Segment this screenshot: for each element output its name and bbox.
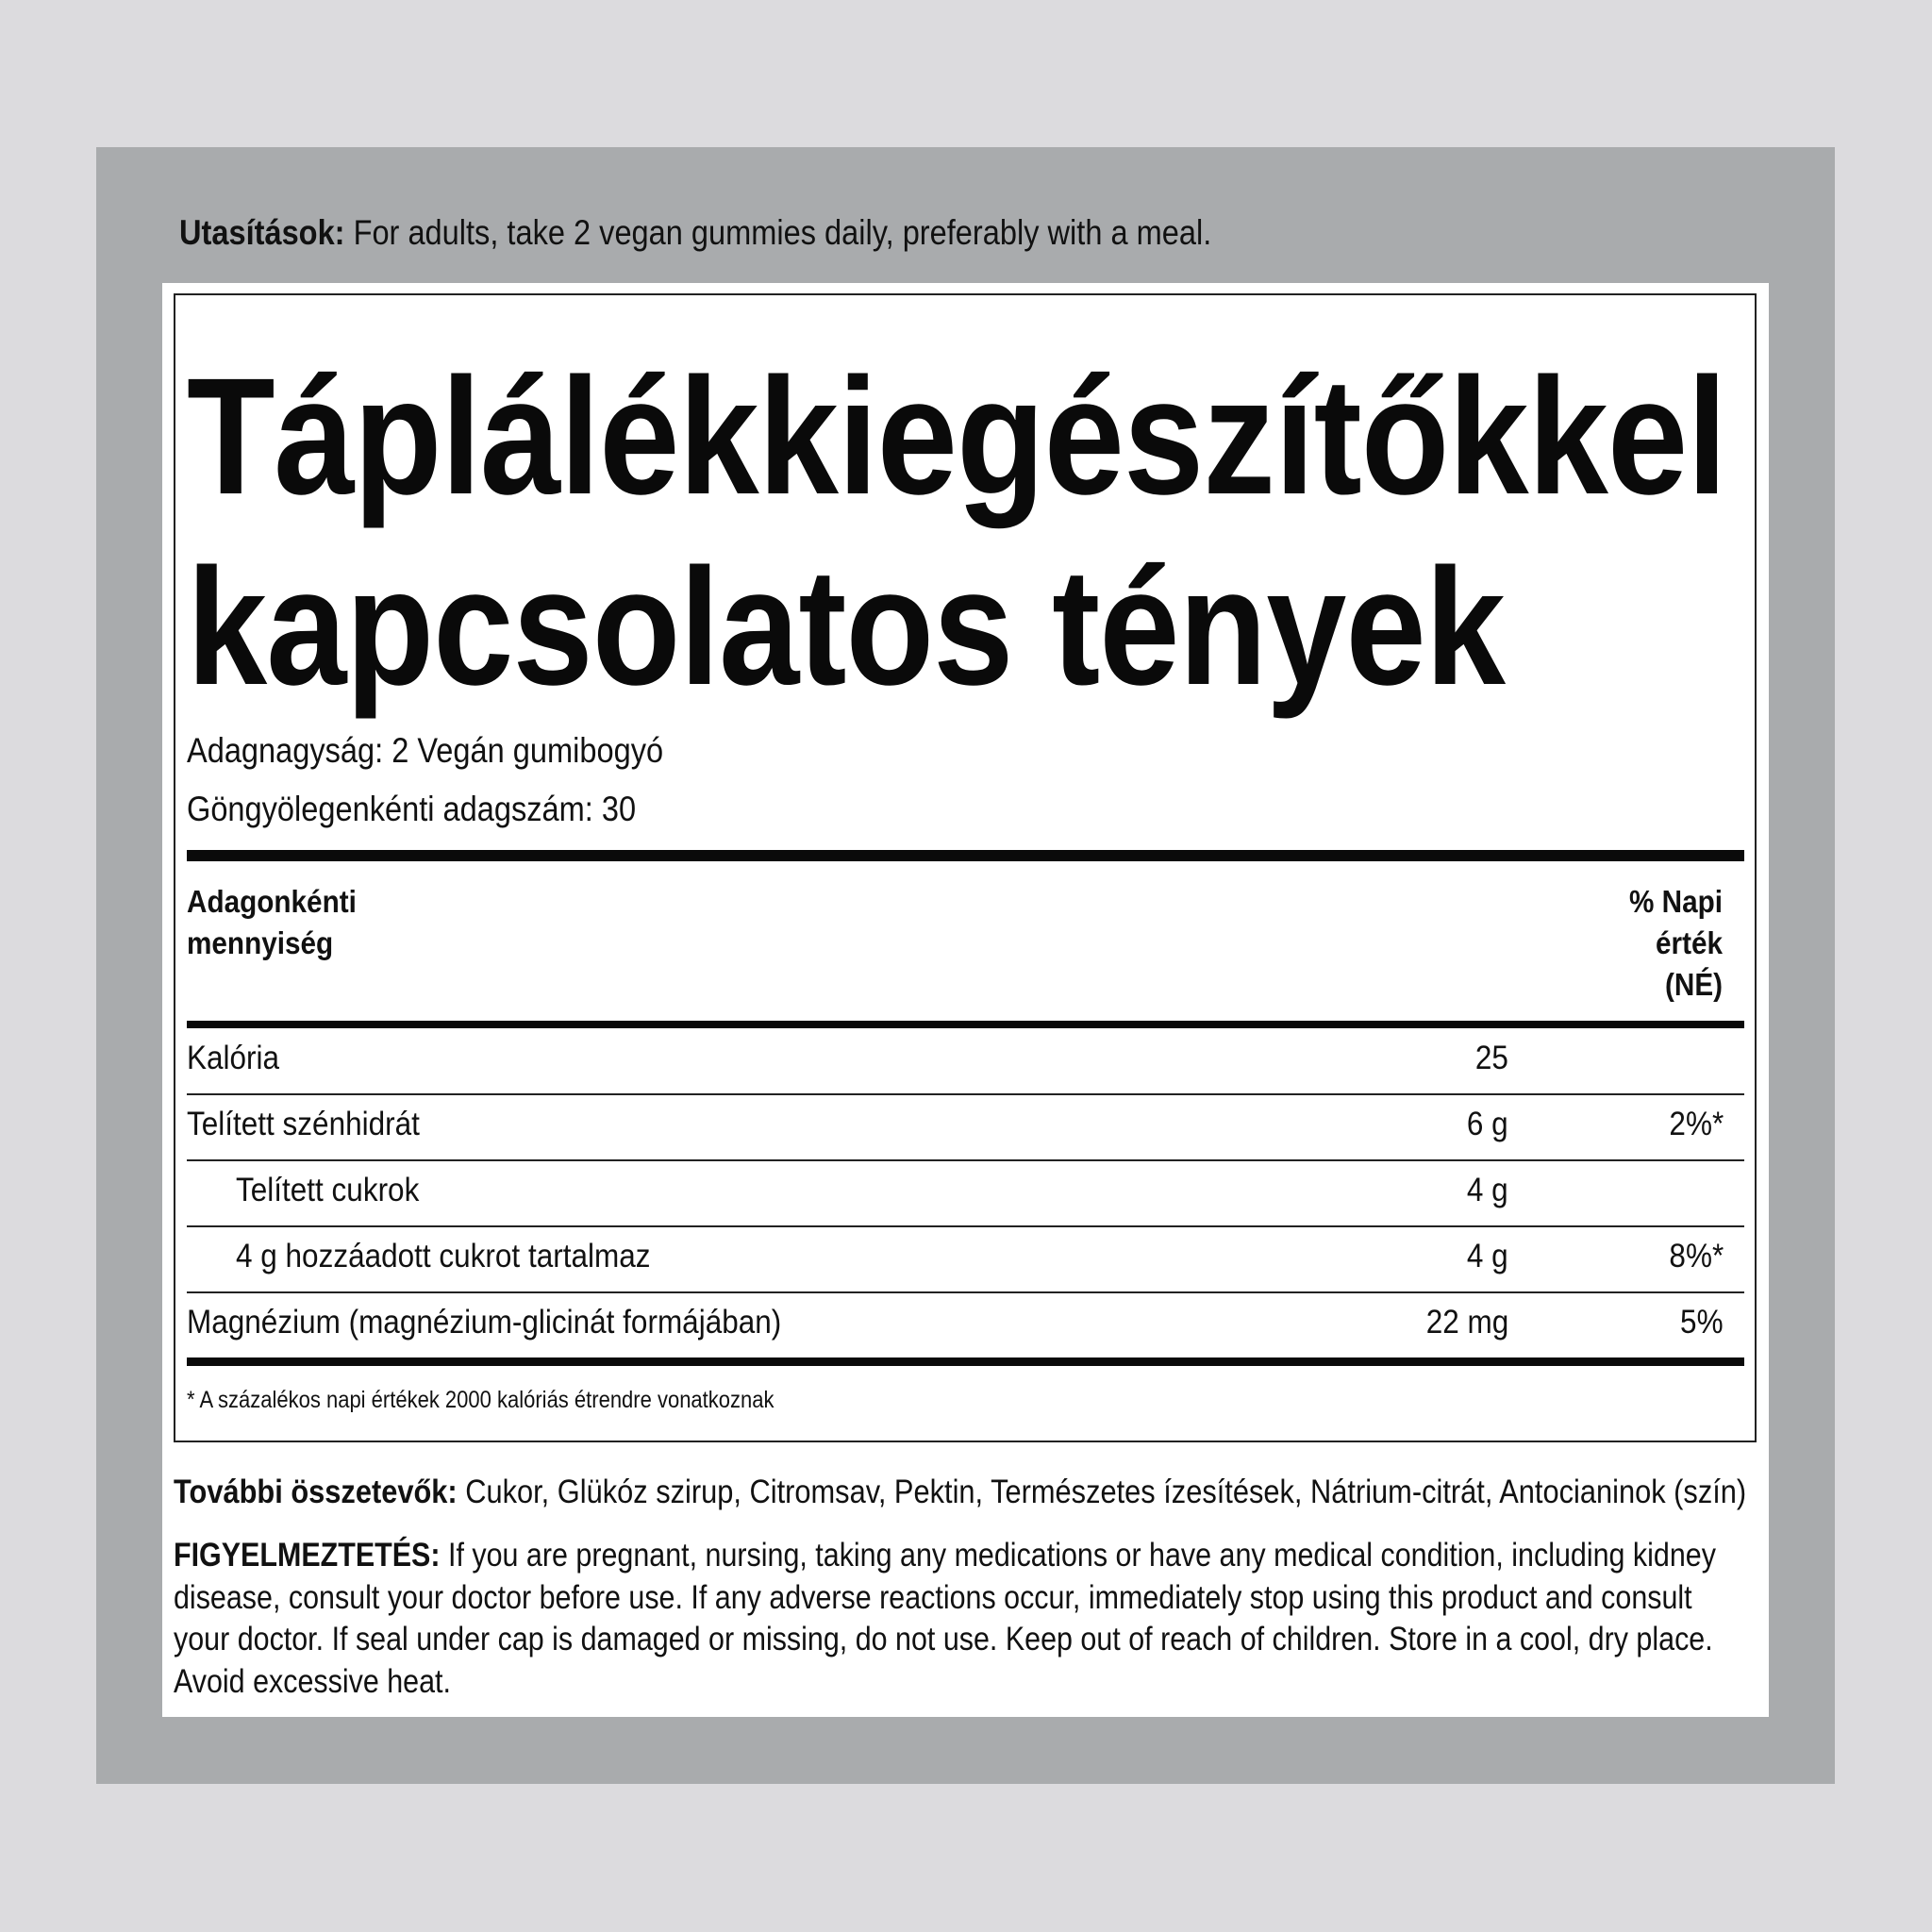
directions-label: Utasítások:: [179, 213, 345, 252]
dv-header-line3: (NÉ): [1664, 967, 1723, 1002]
servings-per-container: Göngyölegenkénti adagszám: 30: [187, 790, 637, 828]
nutrient-amount: 4 g: [1467, 1172, 1508, 1208]
dv-header-line2: érték: [1655, 925, 1723, 960]
warning-label: FIGYELMEZTETÉS:: [174, 1537, 441, 1574]
daily-value-footnote: * A százalékos napi értékek 2000 kalóriás étrendre vonatkoznak: [187, 1387, 774, 1413]
nutrient-dv: 5%: [1680, 1304, 1724, 1341]
thick-divider: [187, 850, 1744, 861]
amount-per-serving-header: [187, 881, 357, 964]
nutrient-amount: 22 mg: [1425, 1304, 1508, 1341]
table-row: [187, 1226, 1744, 1292]
directions-text: For adults, take 2 vegan gummies daily, preferably with a meal.: [344, 213, 1212, 252]
nutrient-name: Telített szénhidrát: [187, 1106, 420, 1142]
daily-value-header: [1629, 881, 1723, 1006]
table-row: [187, 1028, 1744, 1094]
other-ingredients-text: Cukor, Glükóz szirup, Citromsav, Pektin, Természetes ízesítések, Nátrium-citrát, Antocianinok (szín): [457, 1474, 1747, 1510]
nutrient-amount: 6 g: [1467, 1106, 1508, 1142]
nutrient-amount: 4 g: [1467, 1238, 1508, 1274]
warning: [174, 1535, 1733, 1703]
nutrient-name: Magnézium (magnézium-glicinát formájában): [187, 1304, 782, 1341]
nutrient-name: Kalória: [187, 1040, 280, 1076]
facts-title-line1: Táplálékkiegészítőkkel: [187, 344, 1726, 529]
table-row: [187, 1292, 1744, 1358]
facts-title: [187, 341, 1726, 723]
nutrient-dv: 8%*: [1669, 1238, 1724, 1274]
dv-header-line1: % Napi: [1628, 884, 1723, 919]
amount-header-line1: Adagonkénti: [187, 884, 357, 919]
nutrient-amount: 25: [1474, 1040, 1508, 1076]
header-divider: [187, 1021, 1744, 1028]
bottom-divider: [187, 1357, 1744, 1366]
serving-size: Adagnagyság: 2 Vegán gumibogyó: [187, 731, 664, 770]
nutrient-name: Telített cukrok: [236, 1172, 420, 1208]
facts-title-line2: kapcsolatos tények: [187, 535, 1506, 720]
table-row: [187, 1160, 1744, 1226]
warning-text: If you are pregnant, nursing, taking any medications or have any medical condition, including kidney disease, consult your doctor before use. If any adverse reactions occur, immediately stop using this product and consult your doctor. If seal under cap is damaged or missing, do not use. Keep out of reach of children. Store in a cool, dry place. Avoid excessive heat.: [174, 1537, 1716, 1700]
directions: [179, 209, 1211, 257]
other-ingredients: [174, 1472, 1746, 1513]
table-row: [187, 1094, 1744, 1160]
amount-header-line2: mennyiség: [187, 925, 334, 960]
other-ingredients-label: További összetevők:: [174, 1474, 458, 1510]
nutrient-name: 4 g hozzáadott cukrot tartalmaz: [236, 1238, 651, 1274]
nutrient-dv: 2%*: [1669, 1106, 1724, 1142]
